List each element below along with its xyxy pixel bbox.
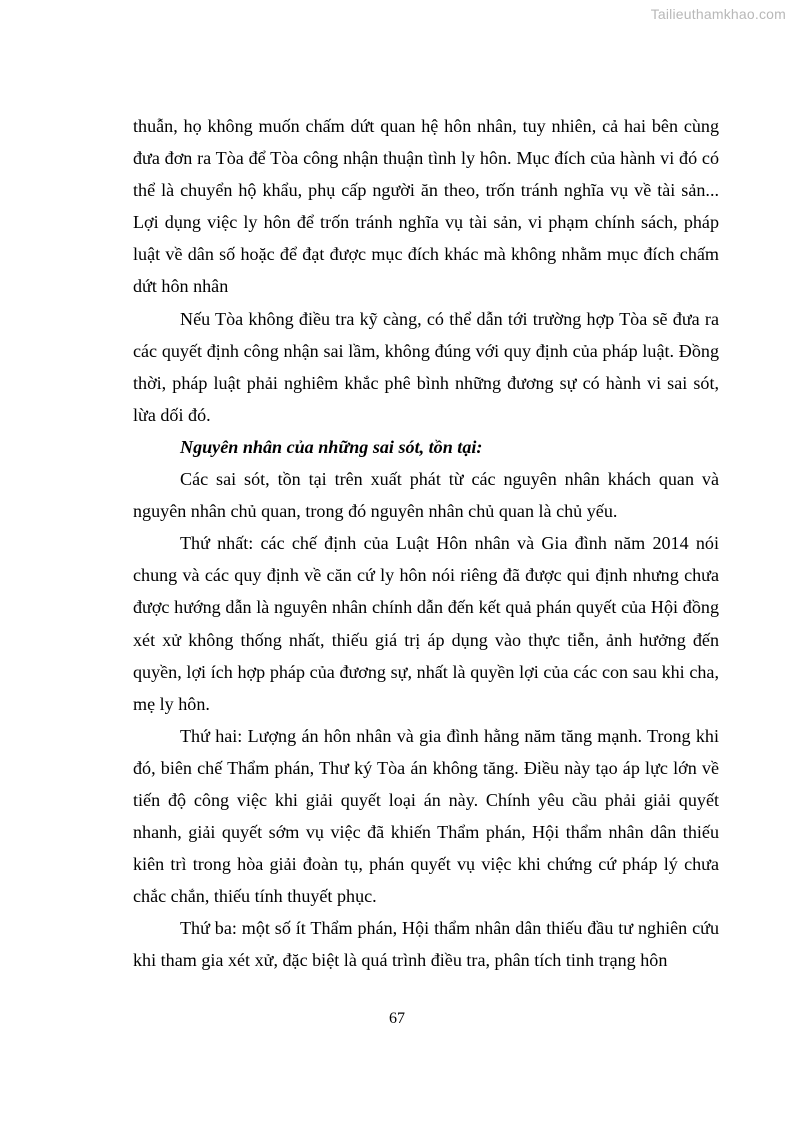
paragraph-causes-intro: Các sai sót, tồn tại trên xuất phát từ các nguyên nhân khách quan và nguyên nhân chủ quan, trong đó nguyên nhân chủ quan là chủ yếu.	[133, 469, 719, 522]
page-number: 67	[389, 1010, 405, 1027]
paragraph-first-cause: Thứ nhất: các chế định của Luật Hôn nhân và Gia đình năm 2014 nói chung và các quy định về căn cứ ly hôn nói riêng đã được qui định nhưng chưa được hướng dẫn là nguyên nhân chính dẫn đến kết quả phán quyết của Hội đồng xét xử không thống nhất, thiếu giá trị áp dụng vào thực tiễn, ảnh hưởng đến quyền, lợi ích hợp pháp của đương sự, nhất là quyền lợi của các con sau khi cha, mẹ ly hôn.	[133, 533, 719, 714]
document-body	[133, 110, 719, 977]
paragraph-second-cause: Thứ hai: Lượng án hôn nhân và gia đình hằng năm tăng mạnh. Trong khi đó, biên chế Thẩm phán, Thư ký Tòa án không tăng. Điều này tạo áp lực lớn về tiến độ công việc khi giải quyết loại án này. Chính yêu cầu phải giải quyết nhanh, giải quyết sớm vụ việc đã khiến Thẩm phán, Hội thẩm nhân dân thiếu kiên trì trong hòa giải đoàn tụ, phán quyết vụ việc khi chứng cứ pháp lý chưa chắc chắn, thiếu tính thuyết phục.	[133, 725, 719, 907]
section-heading-causes: Nguyên nhân của những sai sót, tồn tại:	[180, 436, 483, 457]
paragraph-continuation: thuẫn, họ không muốn chấm dứt quan hệ hôn nhân, tuy nhiên, cả hai bên cùng đưa đơn ra Tòa để Tòa công nhận thuận tình ly hôn. Mục đích của hành vi đó có thể là chuyển hộ khẩu, phụ cấp người ăn theo, trốn tránh nghĩa vụ về tài sản... Lợi dụng việc ly hôn để trốn tránh nghĩa vụ tài sản, vi phạm chính sách, pháp luật về dân số hoặc để đạt được mục đích khác mà không nhằm mục đích chấm dứt hôn nhân	[133, 116, 719, 297]
watermark: Tailieuthamkhao.com	[650, 6, 786, 22]
paragraph-third-cause: Thứ ba: một số ít Thẩm phán, Hội thẩm nhân dân thiếu đầu tư nghiên cứu khi tham gia xét xử, đặc biệt là quá trình điều tra, phân tích tinh trạng hôn	[133, 918, 719, 971]
paragraph-court-investigation: Nếu Tòa không điều tra kỹ càng, có thể dẫn tới trường hợp Tòa sẽ đưa ra các quyết định công nhận sai lầm, không đúng với quy định của pháp luật. Đồng thời, pháp luật phải nghiêm khắc phê bình những đương sự có hành vi sai sót, lừa dối đó.	[133, 308, 719, 425]
